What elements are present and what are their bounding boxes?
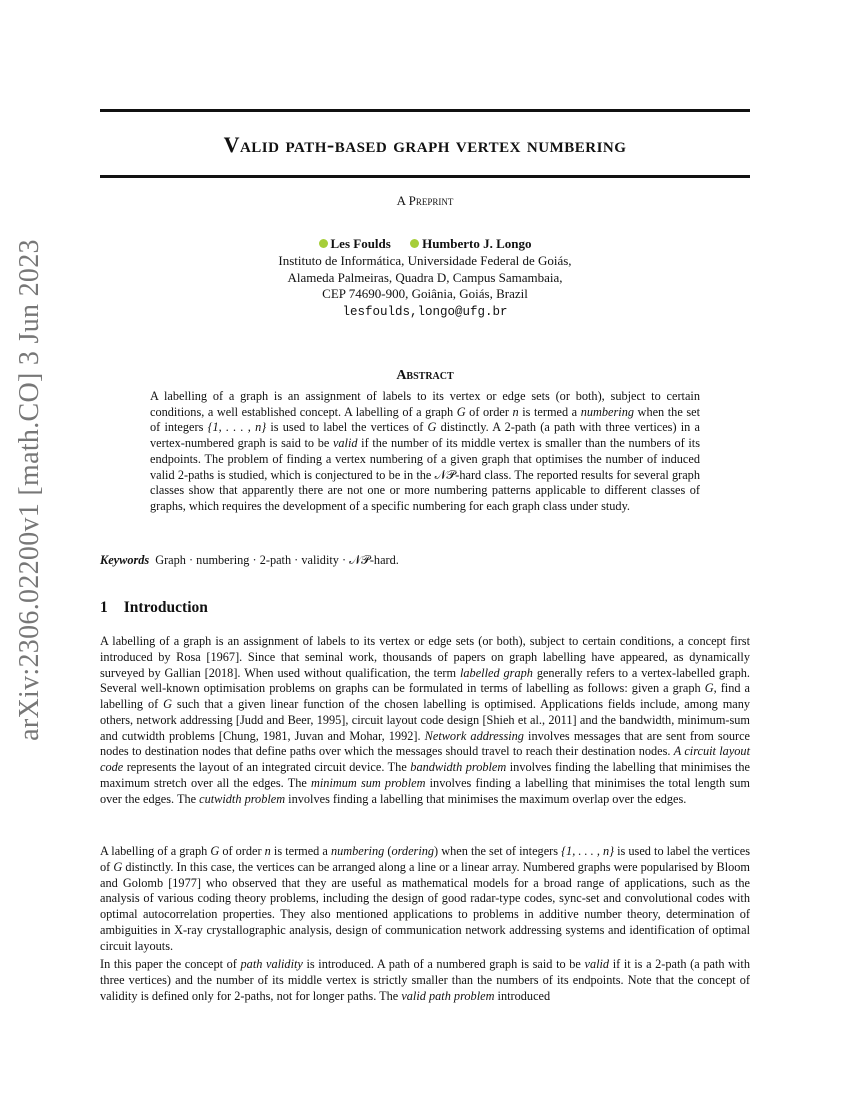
math-np: 𝒩𝒫 (434, 467, 456, 482)
math-n: n (264, 844, 271, 858)
abstract-heading: Abstract (396, 368, 454, 383)
orcid-icon[interactable] (319, 239, 328, 248)
paper-title: Valid path-based graph vertex numbering (223, 132, 627, 157)
section-title: Introduction (123, 599, 208, 616)
author-email[interactable]: lesfoulds,longo@ufg.br (342, 304, 508, 319)
math-G: G (704, 681, 714, 696)
affiliation-line-2: Alameda Palmeiras, Quadra D, Campus Samambaia, (287, 269, 563, 285)
arxiv-id-text: arXiv:2306.02200v1 [math.CO] 3 Jun 2023 (14, 239, 45, 741)
math-np: 𝒩𝒫 (349, 553, 370, 567)
author-list (100, 236, 750, 252)
math-G: G (210, 844, 220, 858)
title-top-rule (100, 109, 750, 112)
author-1 (319, 236, 391, 251)
orcid-icon[interactable] (410, 239, 419, 248)
math-n: n (512, 404, 519, 419)
section-heading-introduction (100, 599, 208, 617)
author-1-name: Les Foulds (330, 236, 391, 251)
section-number: 1 (100, 599, 108, 616)
affiliation-block (100, 253, 750, 320)
preprint-label: A Preprint (396, 193, 454, 208)
keywords-label: Keywords (100, 553, 150, 567)
affiliation-line-1: Instituto de Informática, Universidade Federal de Goiás, (278, 253, 572, 268)
math-G: G (456, 404, 466, 419)
math-G: G (113, 859, 123, 874)
keywords-line: Keywords Graph · numbering · 2-path · validity · 𝒩𝒫-hard. (100, 553, 399, 567)
intro-paragraph-1: A labelling of a graph is an assignment of labels to its vertex or edge sets (or both), subject to certain conditions, a concept first introduced by Rosa [1967]. Since that seminal work, thousands of papers on graph labelling have appeared, as dynamically surveyed by Gallian [2018]. When used without qualification, the term labelled graph generally refers to a vertex-labelled graph. Several well-known optimisation problems on graphs can be formulated in terms of labelling as follows: given a graph G, find a labelling of G such that a given linear function of the chosen labelling is optimised. Applications fields include, among many others, network addressing [Judd and Beer, 1995], circuit layout code design [Shieh et al., 2011] and the bandwidth, minimum-sum and cutwidth problems [Chung, 1981, Juvan and Mohar, 1992]. Network addressing involves messages that are sent from source nodes to destination nodes that define paths over which the messages should travel to reach their destination nodes. A circuit layout code represents the layout of an integrated circuit device. The bandwidth problem involves finding the labelling that minimises the maximum stretch over all the edges. The minimum sum problem involves finding a labelling that minimises the total length sum over the edges. The cutwidth problem involves finding a labelling that minimises the maximum overlap over the edges. (100, 634, 751, 806)
math-G: G (163, 697, 172, 711)
intro-paragraph-2: A labelling of a graph G of order n is termed a numbering (ordering) when the set of integers {1, . . . , n} is used to label the vertices of G distinctly. In this case, the vertices can be arranged along a line or a linear array. Numbered graphs were popularised by Bloom and Golomb [1977] who observed that they are useful as mathematical models for a broad range of applications, such as the analysis of various coding theory problems, including the design of good radar-type codes, sync-set and convolutional codes with optimal autocorrelation properties. They also mentioned applications to problems in additive number theory, determination of ambiguities in X-ray crystallographic analysis, design of communication network addressing systems and identification of optimal circuit layouts. (100, 844, 750, 953)
title-bottom-rule (100, 175, 750, 178)
author-2 (410, 236, 531, 251)
abstract-text: A labelling of a graph is an assignment of labels to its vertex or edge sets (or both), subject to certain conditions, a well established concept. A labelling of a graph G of order n is termed a numbering when the set of integers {1, . . . , n} is used to label the vertices of G distinctly. A 2-path (a path with three vertices) in a vertex-numbered graph is said to be valid if the number of its middle vertex is smaller than the numbers of its endpoints. The problem of finding a vertex numbering of a given graph that optimises the number of induced valid 2-paths is studied, which is conjectured to be in the 𝒩𝒫-hard class. The reported results for several graph classes show that apparently there are not one or more numbering patterns applicable to different classes of graphs, which requires the development of a specific numbering for each graph class under study. (150, 389, 700, 513)
arxiv-sidebar-identifier (6, 239, 54, 741)
math-set: {1, . . . , n} (561, 844, 615, 858)
intro-paragraph-3: In this paper the concept of path validity is introduced. A path of a numbered graph is said to be valid if it is a 2-path (a path with three vertices) and the number of its middle vertex is strictly smaller than the numbers of its endpoints. Note that the concept of validity is defined only for 2-paths, not for longer paths. The valid path problem introduced (100, 957, 750, 1003)
math-set: {1, . . . , n} (207, 420, 267, 435)
math-G: G (427, 420, 437, 435)
affiliation-line-3: CEP 74690-900, Goiânia, Goiás, Brazil (322, 286, 528, 301)
keywords-text: Graph · numbering · 2-path · validity · (155, 553, 350, 567)
author-2-name: Humberto J. Longo (422, 236, 532, 251)
